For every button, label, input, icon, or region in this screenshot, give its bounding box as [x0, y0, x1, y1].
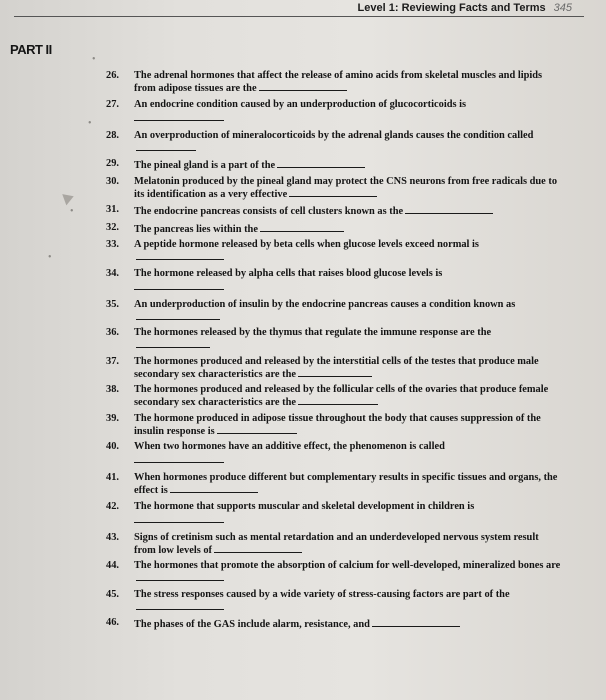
question-number: 42. — [106, 500, 119, 512]
question-number: 30. — [106, 175, 119, 187]
answer-blank[interactable] — [136, 571, 224, 581]
answer-blank[interactable] — [277, 158, 365, 168]
question-number: 31. — [106, 204, 119, 215]
question-number: 27. — [106, 98, 119, 110]
question-number: 33. — [106, 239, 119, 250]
question-item — [106, 472, 561, 496]
question-item — [106, 268, 561, 290]
question-text: The hormone produced in adipose tissue throughout the body that causes suppression of the insulin response is — [134, 412, 541, 437]
answer-blank[interactable] — [298, 395, 378, 405]
question-text: Signs of cretinism such as mental retardation and an underdeveloped nervous system result from low levels of — [134, 531, 539, 556]
question-text: The adrenal hormones that affect the release of amino acids from skeletal muscles and lipids from adipose tissues are the — [134, 70, 543, 94]
question-number: 44. — [106, 560, 119, 571]
question-text: The hormones produced and released by the follicular cells of the ovaries that produce female secondary sex characteristics are the — [134, 384, 549, 408]
running-header — [358, 2, 572, 14]
question-item — [106, 413, 561, 437]
question-item — [106, 204, 561, 217]
question-item — [106, 299, 561, 323]
question-item — [106, 589, 561, 613]
answer-blank[interactable] — [134, 112, 224, 121]
answer-blank[interactable] — [134, 281, 224, 290]
question-text: The endocrine pancreas consists of cell clusters known as the — [134, 206, 404, 217]
question-text: The hormones produced and released by the interstitial cells of the testes that produce male secondary sex characteristics are the — [134, 355, 539, 380]
question-text: A peptide hormone released by beta cells when glucose levels exceed normal is — [134, 239, 479, 250]
question-item — [106, 222, 561, 235]
question-text: The phases of the GAS include alarm, resistance, and — [134, 619, 370, 630]
question-item — [106, 70, 561, 94]
answer-blank[interactable] — [136, 250, 224, 260]
question-item — [106, 327, 561, 351]
question-text: The pineal gland is a part of the — [134, 160, 276, 171]
answer-blank[interactable] — [136, 141, 196, 151]
question-item — [106, 532, 561, 556]
question-item — [106, 501, 561, 523]
question-number: 34. — [106, 267, 119, 279]
answer-blank[interactable] — [259, 81, 347, 91]
question-number: 35. — [106, 298, 119, 310]
margin-mark: • — [88, 118, 92, 129]
margin-mark: • — [48, 252, 52, 263]
margin-mark: • — [70, 206, 74, 217]
question-text: When hormones produce different but complementary results in specific tissues and organs, the effect is — [134, 472, 558, 496]
question-text: The stress responses caused by a wide variety of stress-causing factors are part of the — [134, 588, 510, 600]
answer-blank[interactable] — [289, 187, 377, 197]
question-number: 38. — [106, 384, 119, 395]
answer-blank[interactable] — [134, 454, 224, 463]
question-text: The pancreas lies within the — [134, 223, 258, 235]
question-number: 41. — [106, 472, 119, 483]
cursor-arrow-icon — [62, 191, 76, 206]
question-item — [106, 441, 561, 463]
question-item — [106, 158, 561, 171]
question-text: An underproduction of insulin by the endocrine pancreas causes a condition known as — [134, 298, 516, 310]
answer-blank[interactable] — [170, 483, 258, 493]
question-item — [106, 384, 561, 408]
header-rule — [14, 16, 584, 17]
answer-blank[interactable] — [136, 310, 220, 320]
answer-blank[interactable] — [134, 514, 224, 523]
margin-mark: • — [92, 54, 96, 65]
question-item — [106, 99, 561, 121]
answer-blank[interactable] — [298, 367, 372, 377]
answer-blank[interactable] — [217, 424, 297, 434]
running-title: Level 1: Reviewing Facts and Terms — [357, 2, 546, 14]
question-number: 43. — [106, 531, 119, 543]
question-list — [106, 70, 561, 635]
question-text: An overproduction of mineralocorticoids by the adrenal glands causes the condition called — [134, 129, 534, 141]
part-label: PART II — [10, 42, 52, 57]
answer-blank[interactable] — [214, 543, 302, 553]
question-number: 28. — [106, 129, 119, 141]
question-text: An endocrine condition caused by an underproduction of glucocorticoids is — [134, 98, 467, 110]
question-item — [106, 176, 561, 200]
question-item — [106, 356, 561, 380]
question-item — [106, 130, 561, 154]
answer-blank[interactable] — [136, 600, 224, 610]
answer-blank[interactable] — [136, 338, 210, 348]
question-number: 36. — [106, 327, 119, 338]
question-item — [106, 239, 561, 263]
page-number: 345 — [553, 2, 572, 14]
question-number: 37. — [106, 355, 119, 367]
question-number: 45. — [106, 588, 119, 600]
question-number: 46. — [106, 617, 119, 628]
answer-blank[interactable] — [260, 222, 344, 232]
question-text: When two hormones have an additive effect, the phenomenon is called — [134, 441, 445, 452]
question-text: The hormone released by alpha cells that raises blood glucose levels is — [134, 267, 443, 279]
question-item — [106, 617, 561, 630]
question-text: Melatonin produced by the pineal gland may protect the CNS neurons from free radicals due to its identification as a very effective — [134, 175, 558, 200]
answer-blank[interactable] — [405, 204, 493, 214]
question-number: 26. — [106, 70, 119, 81]
question-text: The hormones that promote the absorption of calcium for well-developed, mineralized bones are — [134, 560, 561, 571]
question-number: 40. — [106, 441, 119, 452]
answer-blank[interactable] — [372, 617, 460, 627]
question-number: 32. — [106, 221, 119, 233]
question-text: The hormone that supports muscular and skeletal development in children is — [134, 500, 475, 512]
question-number: 29. — [106, 158, 119, 169]
question-item — [106, 560, 561, 584]
question-number: 39. — [106, 412, 119, 424]
question-text: The hormones released by the thymus that regulate the immune response are the — [134, 327, 492, 338]
